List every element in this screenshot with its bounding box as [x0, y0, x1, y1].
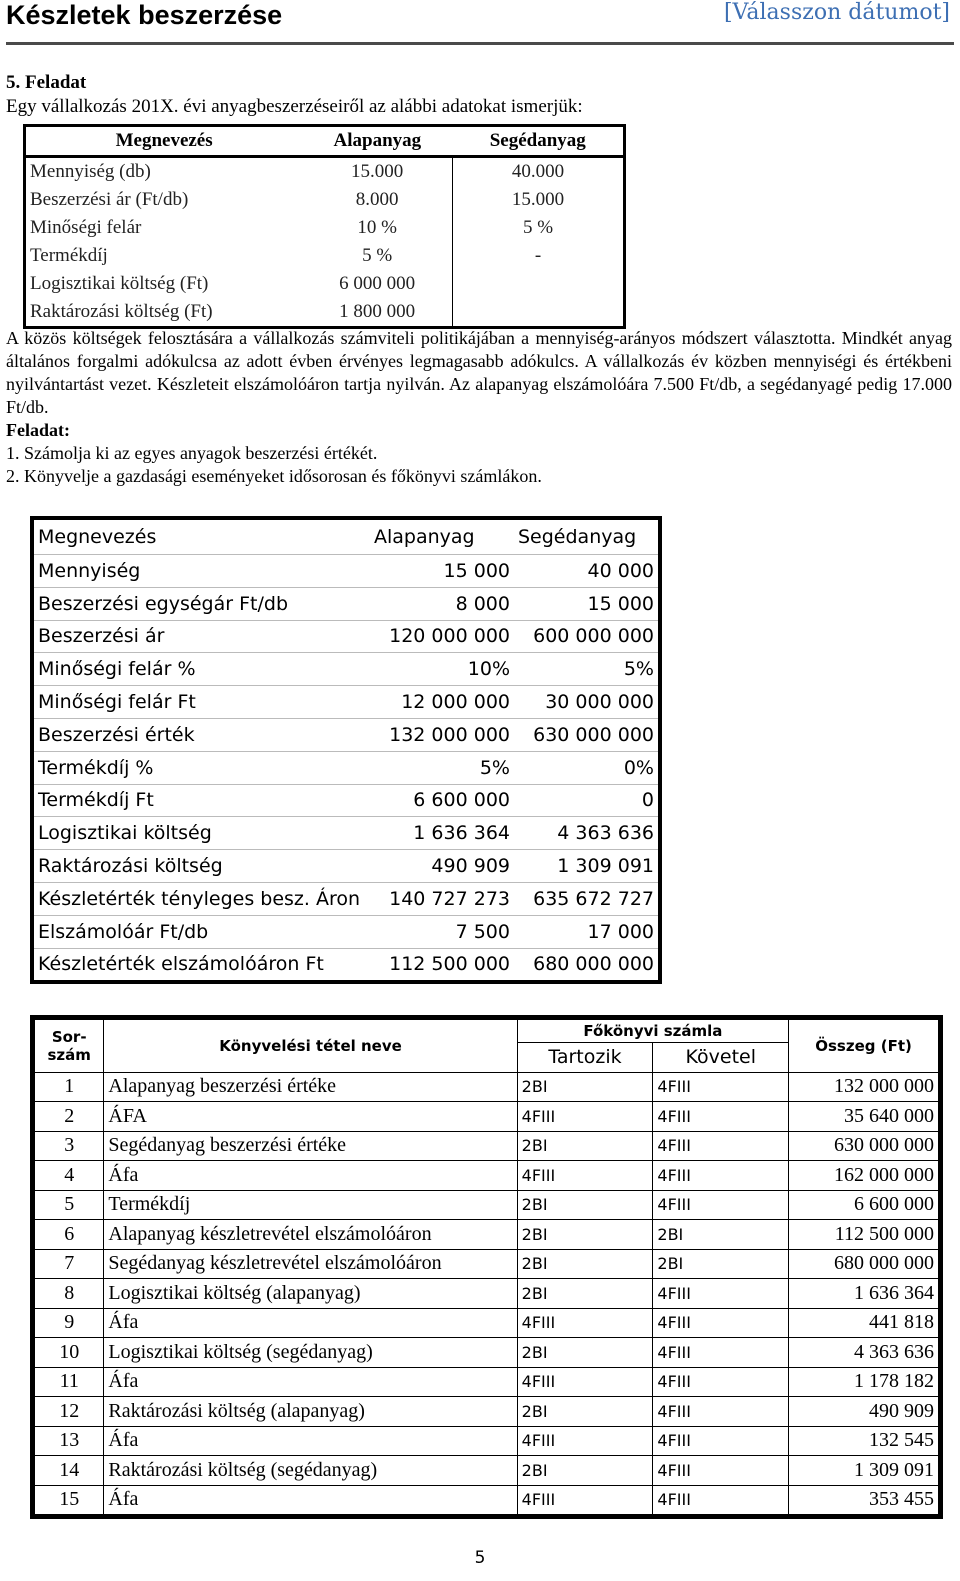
- cell: Raktározási költség: [32, 850, 370, 883]
- cell: Alapanyag: [374, 526, 475, 548]
- calc-row: [32, 915, 660, 948]
- cell: Termékdíj: [104, 1190, 517, 1220]
- cell: 5%: [514, 653, 660, 686]
- cell: 4FIII: [653, 1072, 789, 1102]
- cell: 4FIII: [517, 1426, 653, 1456]
- cell: 490 909: [370, 850, 514, 883]
- column-header: Segédanyag: [452, 126, 624, 157]
- cell: 30 000 000: [514, 686, 660, 719]
- cell: Beszerzési ár: [32, 620, 370, 653]
- header-sorszam-line1: Sor-: [51, 1027, 87, 1046]
- cell: 4FIII: [653, 1308, 789, 1338]
- cell: 680 000 000: [789, 1249, 941, 1279]
- date-placeholder[interactable]: [Válasszon dátumot]: [723, 0, 950, 25]
- cell: -: [534, 245, 542, 266]
- cell: Áfa: [104, 1485, 517, 1517]
- calc-row: [32, 850, 660, 883]
- input-data-table: [23, 124, 626, 329]
- cell: Logisztikai költség (segédanyag): [104, 1338, 517, 1368]
- cell: 1 178 182: [789, 1367, 941, 1397]
- cell: 10 %: [302, 214, 452, 242]
- cell: Alapanyag beszerzési értéke: [104, 1072, 517, 1102]
- description-paragraph: A közös költségek felosztására a vállalkozás számviteli politikájában a mennyiség-arányos módszert választotta. Mindkét anyag általános forgalmi adókulcsa az adott évben érvényes legmagasabb adókulcs. A vállalkozás év közben mennyiségi és értékbeni nyilvántartást vezet. Készleteit elszámolóáron tartja nyilván. Az alapanyag elszámolóára 7.500 Ft/db, a segédanyagé pedig 17.000 Ft/db.: [6, 328, 952, 417]
- cell: Készletérték elszámolóáron Ft: [32, 948, 370, 982]
- ledger-table: [30, 1015, 943, 1519]
- cell: 1 636 364: [789, 1279, 941, 1309]
- calc-row: [32, 817, 660, 850]
- cell: 10%: [370, 653, 514, 686]
- table-row: [25, 298, 625, 328]
- cell: 4FIII: [653, 1338, 789, 1368]
- cell: 11: [33, 1367, 104, 1397]
- cell: 12 000 000: [370, 686, 514, 719]
- cell: 4FIII: [653, 1102, 789, 1132]
- document-title: Készletek beszerzése: [6, 0, 283, 30]
- table-header-row: [25, 126, 625, 157]
- cell: 1: [33, 1072, 104, 1102]
- calc-row: [32, 653, 660, 686]
- cell: 4 363 636: [514, 817, 660, 850]
- calc-row: [32, 948, 660, 982]
- cell: 2BI: [517, 1279, 653, 1309]
- calc-row: [32, 751, 660, 784]
- header-osszeg: Összeg (Ft): [789, 1018, 941, 1073]
- cell: Beszerzési ár (Ft/db): [30, 189, 189, 210]
- cell: 17 000: [514, 915, 660, 948]
- cell: 2BI: [517, 1249, 653, 1279]
- cell: 2BI: [517, 1456, 653, 1486]
- cell: 2BI: [517, 1338, 653, 1368]
- ledger-row: [33, 1131, 941, 1161]
- intro-text: Egy vállalkozás 201X. évi anyagbeszerzéseiről az alábbi adatokat ismerjük:: [6, 96, 583, 117]
- task-item-1: 1. Számolja ki az egyes anyagok beszerzési értékét.: [6, 443, 378, 463]
- cell: 680 000 000: [514, 948, 660, 982]
- cell: Termékdíj: [30, 245, 108, 266]
- cell: 4FIII: [653, 1426, 789, 1456]
- ledger-row: [33, 1102, 941, 1132]
- cell: [452, 298, 624, 328]
- calculation-table: [30, 516, 662, 984]
- cell: 5: [33, 1190, 104, 1220]
- cell: Áfa: [104, 1367, 517, 1397]
- cell: 0%: [514, 751, 660, 784]
- cell: 6: [33, 1220, 104, 1250]
- cell: 5%: [370, 751, 514, 784]
- cell: 10: [33, 1338, 104, 1368]
- table-row: [25, 214, 625, 242]
- cell: 2BI: [517, 1220, 653, 1250]
- cell: 132 545: [789, 1426, 941, 1456]
- calc-row: [32, 620, 660, 653]
- cell: 4FIII: [517, 1367, 653, 1397]
- cell: 120 000 000: [370, 620, 514, 653]
- feladat-label: Feladat:: [6, 420, 70, 440]
- cell: 5 %: [302, 242, 452, 270]
- cell: Minőségi felár: [30, 217, 142, 238]
- ledger-row: [33, 1426, 941, 1456]
- cell: Áfa: [104, 1308, 517, 1338]
- cell: 6 600 000: [789, 1190, 941, 1220]
- cell: 2BI: [517, 1072, 653, 1102]
- cell: 2BI: [653, 1220, 789, 1250]
- cell: Termékdíj %: [32, 751, 370, 784]
- cell: 2BI: [517, 1190, 653, 1220]
- cell: Segédanyag: [518, 526, 637, 548]
- cell: 35 640 000: [789, 1102, 941, 1132]
- ledger-row: [33, 1190, 941, 1220]
- cell: Raktározási költség (alapanyag): [104, 1397, 517, 1427]
- cell: 4FIII: [653, 1485, 789, 1517]
- cell: Termékdíj Ft: [32, 784, 370, 817]
- calc-row: [32, 718, 660, 751]
- calc-header-row: [32, 518, 660, 555]
- cell: 4FIII: [653, 1131, 789, 1161]
- cell: 4FIII: [653, 1161, 789, 1191]
- ledger-row: [33, 1397, 941, 1427]
- cell: 15.000: [511, 189, 565, 210]
- cell: 600 000 000: [514, 620, 660, 653]
- cell: Logisztikai költség (Ft): [30, 273, 209, 294]
- table-row: [25, 242, 625, 270]
- cell: Mennyiség (db): [30, 161, 151, 182]
- calc-row: [32, 784, 660, 817]
- cell: 132 000 000: [370, 718, 514, 751]
- cell: 635 672 727: [514, 882, 660, 915]
- cell: 8 000: [370, 587, 514, 620]
- cell: Áfa: [104, 1426, 517, 1456]
- cell: 1 309 091: [514, 850, 660, 883]
- cell: 3: [33, 1131, 104, 1161]
- cell: Minőségi felár Ft: [32, 686, 370, 719]
- cell: 2BI: [653, 1249, 789, 1279]
- table-row: [25, 157, 625, 187]
- cell: 40 000: [514, 555, 660, 588]
- cell: 4FIII: [517, 1102, 653, 1132]
- cell: 6 600 000: [370, 784, 514, 817]
- cell: Raktározási költség (Ft): [30, 301, 213, 322]
- cell: 4 363 636: [789, 1338, 941, 1368]
- cell: Raktározási költség (segédanyag): [104, 1456, 517, 1486]
- column-header: Megnevezés: [25, 126, 303, 157]
- ledger-row: [33, 1367, 941, 1397]
- calc-row: [32, 555, 660, 588]
- ledger-row: [33, 1485, 941, 1517]
- cell: 15 000: [370, 555, 514, 588]
- cell: 4FIII: [653, 1397, 789, 1427]
- calc-row: [32, 587, 660, 620]
- cell: 4FIII: [653, 1190, 789, 1220]
- cell: ÁFA: [104, 1102, 517, 1132]
- ledger-row: [33, 1072, 941, 1102]
- cell: 15 000: [514, 587, 660, 620]
- cell: 4FIII: [517, 1161, 653, 1191]
- cell: Logisztikai költség: [32, 817, 370, 850]
- ledger-row: [33, 1279, 941, 1309]
- cell: 40.000: [511, 161, 565, 182]
- cell: 353 455: [789, 1485, 941, 1517]
- cell: 630 000 000: [789, 1131, 941, 1161]
- ledger-row: [33, 1161, 941, 1191]
- cell: 4: [33, 1161, 104, 1191]
- calc-row: [32, 686, 660, 719]
- cell: Készletérték tényleges besz. Áron: [32, 882, 370, 915]
- cell: Segédanyag beszerzési értéke: [104, 1131, 517, 1161]
- cell: 162 000 000: [789, 1161, 941, 1191]
- cell: Beszerzési egységár Ft/db: [32, 587, 370, 620]
- cell: 112 500 000: [370, 948, 514, 982]
- cell: 9: [33, 1308, 104, 1338]
- header-kovetel: Követel: [653, 1043, 789, 1073]
- cell: 140 727 273: [370, 882, 514, 915]
- cell: 1 800 000: [302, 298, 452, 328]
- cell: 12: [33, 1397, 104, 1427]
- header-tartozik: Tartozik: [517, 1043, 653, 1073]
- cell: 112 500 000: [789, 1220, 941, 1250]
- cell: 0: [514, 784, 660, 817]
- cell: 1 309 091: [789, 1456, 941, 1486]
- header-tetel-neve: Könyvelési tétel neve: [104, 1018, 517, 1073]
- cell: 4FIII: [517, 1308, 653, 1338]
- cell: 630 000 000: [514, 718, 660, 751]
- cell: 4FIII: [653, 1279, 789, 1309]
- ledger-row: [33, 1249, 941, 1279]
- cell: 1 636 364: [370, 817, 514, 850]
- table-row: [25, 186, 625, 214]
- header-fokonyvi-szamla: Főkönyvi számla: [517, 1018, 788, 1043]
- cell: 4FIII: [517, 1485, 653, 1517]
- cell: 490 909: [789, 1397, 941, 1427]
- ledger-row: [33, 1338, 941, 1368]
- ledger-row: [33, 1456, 941, 1486]
- cell: 6 000 000: [302, 270, 452, 298]
- cell: 15: [33, 1485, 104, 1517]
- cell: 8: [33, 1279, 104, 1309]
- cell: 4FIII: [653, 1367, 789, 1397]
- task-item-2: 2. Könyvelje a gazdasági eseményeket idősorosan és főkönyvi számlákon.: [6, 466, 542, 486]
- cell: 2BI: [517, 1131, 653, 1161]
- table-row: [25, 270, 625, 298]
- cell: 441 818: [789, 1308, 941, 1338]
- cell: 2BI: [517, 1397, 653, 1427]
- cell: 7 500: [370, 915, 514, 948]
- cell: Áfa: [104, 1161, 517, 1191]
- cell: 14: [33, 1456, 104, 1486]
- task-title: 5. Feladat: [6, 72, 87, 93]
- ledger-row: [33, 1220, 941, 1250]
- cell: Segédanyag készletrevétel elszámolóáron: [104, 1249, 517, 1279]
- page-number: 5: [474, 1548, 486, 1568]
- cell: 132 000 000: [789, 1072, 941, 1102]
- cell: Alapanyag készletrevétel elszámolóáron: [104, 1220, 517, 1250]
- task-description: [6, 327, 952, 488]
- cell: Minőségi felár %: [32, 653, 370, 686]
- cell: 5 %: [522, 217, 554, 238]
- calc-row: [32, 882, 660, 915]
- header-sorszam: [33, 1018, 104, 1073]
- cell: [452, 270, 624, 298]
- cell: Megnevezés: [38, 526, 157, 548]
- ledger-row: [33, 1308, 941, 1338]
- cell: Beszerzési érték: [32, 718, 370, 751]
- cell: 4FIII: [653, 1456, 789, 1486]
- cell: Elszámolóár Ft/db: [32, 915, 370, 948]
- header-sorszam-line2: szám: [47, 1045, 91, 1064]
- cell: 8.000: [302, 186, 452, 214]
- cell: 13: [33, 1426, 104, 1456]
- cell: Mennyiség: [32, 555, 370, 588]
- cell: 15.000: [302, 157, 452, 187]
- column-header: Alapanyag: [302, 126, 452, 157]
- cell: 2: [33, 1102, 104, 1132]
- ledger-header-row: [33, 1018, 941, 1043]
- header-divider: [6, 42, 954, 45]
- cell: 7: [33, 1249, 104, 1279]
- cell: Logisztikai költség (alapanyag): [104, 1279, 517, 1309]
